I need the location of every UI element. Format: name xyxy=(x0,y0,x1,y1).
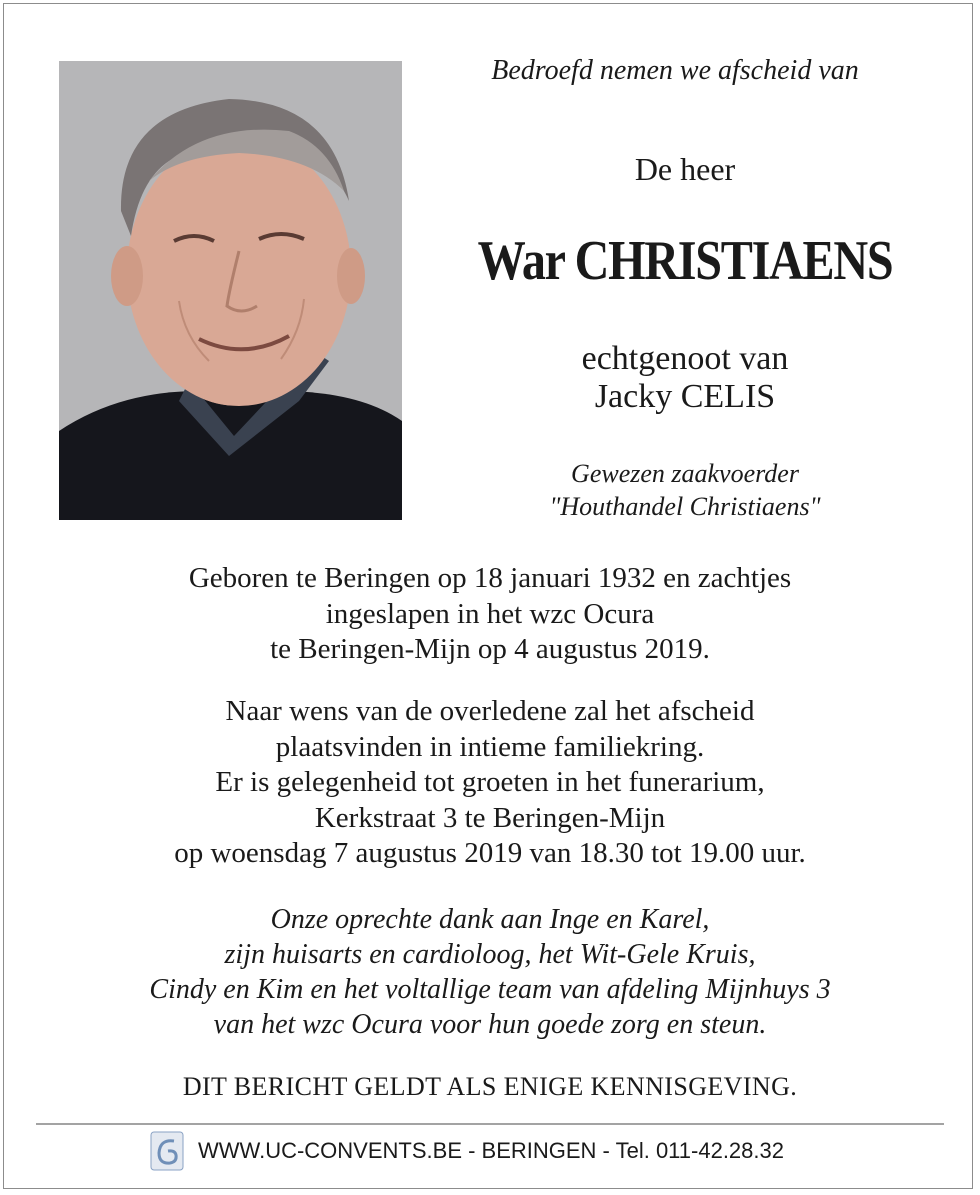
final-notice: DIT BERICHT GELDT ALS ENIGE KENNISGEVING. xyxy=(182,1072,798,1101)
salutation: De heer xyxy=(634,151,736,187)
funeral-home-logo-icon xyxy=(150,1131,184,1171)
deceased-name: War CHRISTIAENS xyxy=(477,230,893,292)
paragraph-line: zijn huisarts en cardioloog, het Wit-Gele Kruis, xyxy=(224,939,756,970)
occupation-line: Gewezen zaakvoerder xyxy=(571,459,799,488)
spouse-block xyxy=(440,340,930,416)
funeral-paragraph xyxy=(40,694,940,872)
footer xyxy=(150,1130,784,1172)
paragraph-line: Onze oprechte dank aan Inge en Karel, xyxy=(270,904,710,935)
footer-contact-text: WWW.UC-CONVENTS.BE - BERINGEN - Tel. 011-42.28.32 xyxy=(198,1138,784,1163)
occupation-block xyxy=(440,457,930,523)
paragraph-line: te Beringen-Mijn op 4 augustus 2019. xyxy=(270,633,710,665)
occupation-company: "Houthandel Christiaens" xyxy=(549,492,821,521)
paragraph-line: Cindy en Kim en het voltallige team van afdeling Mijnhuys 3 xyxy=(149,974,831,1005)
thanks-paragraph xyxy=(40,902,940,1042)
paragraph-line: ingeslapen in het wzc Ocura xyxy=(325,597,655,630)
birth-death-paragraph xyxy=(40,561,940,668)
portrait-photo xyxy=(59,61,402,520)
paragraph-line: van het wzc Ocura voor hun goede zorg en steun. xyxy=(213,1009,767,1040)
spouse-relation: echtgenoot van xyxy=(581,340,789,377)
paragraph-line: op woensdag 7 augustus 2019 van 18.30 tot 19.00 uur. xyxy=(174,837,806,869)
paragraph-line: Er is gelegenheid tot groeten in het funerarium, xyxy=(215,766,765,798)
paragraph-line: Naar wens van de overledene zal het afscheid xyxy=(225,695,755,727)
spouse-name: Jacky CELIS xyxy=(594,378,776,415)
intro-text: Bedroefd nemen we afscheid van xyxy=(491,55,859,86)
paragraph-line: Kerkstraat 3 te Beringen-Mijn xyxy=(314,801,666,834)
footer-divider xyxy=(36,1123,944,1125)
paragraph-line: plaatsvinden in intieme familiekring. xyxy=(275,730,705,763)
paragraph-line: Geboren te Beringen op 18 januari 1932 en zachtjes xyxy=(188,562,792,594)
